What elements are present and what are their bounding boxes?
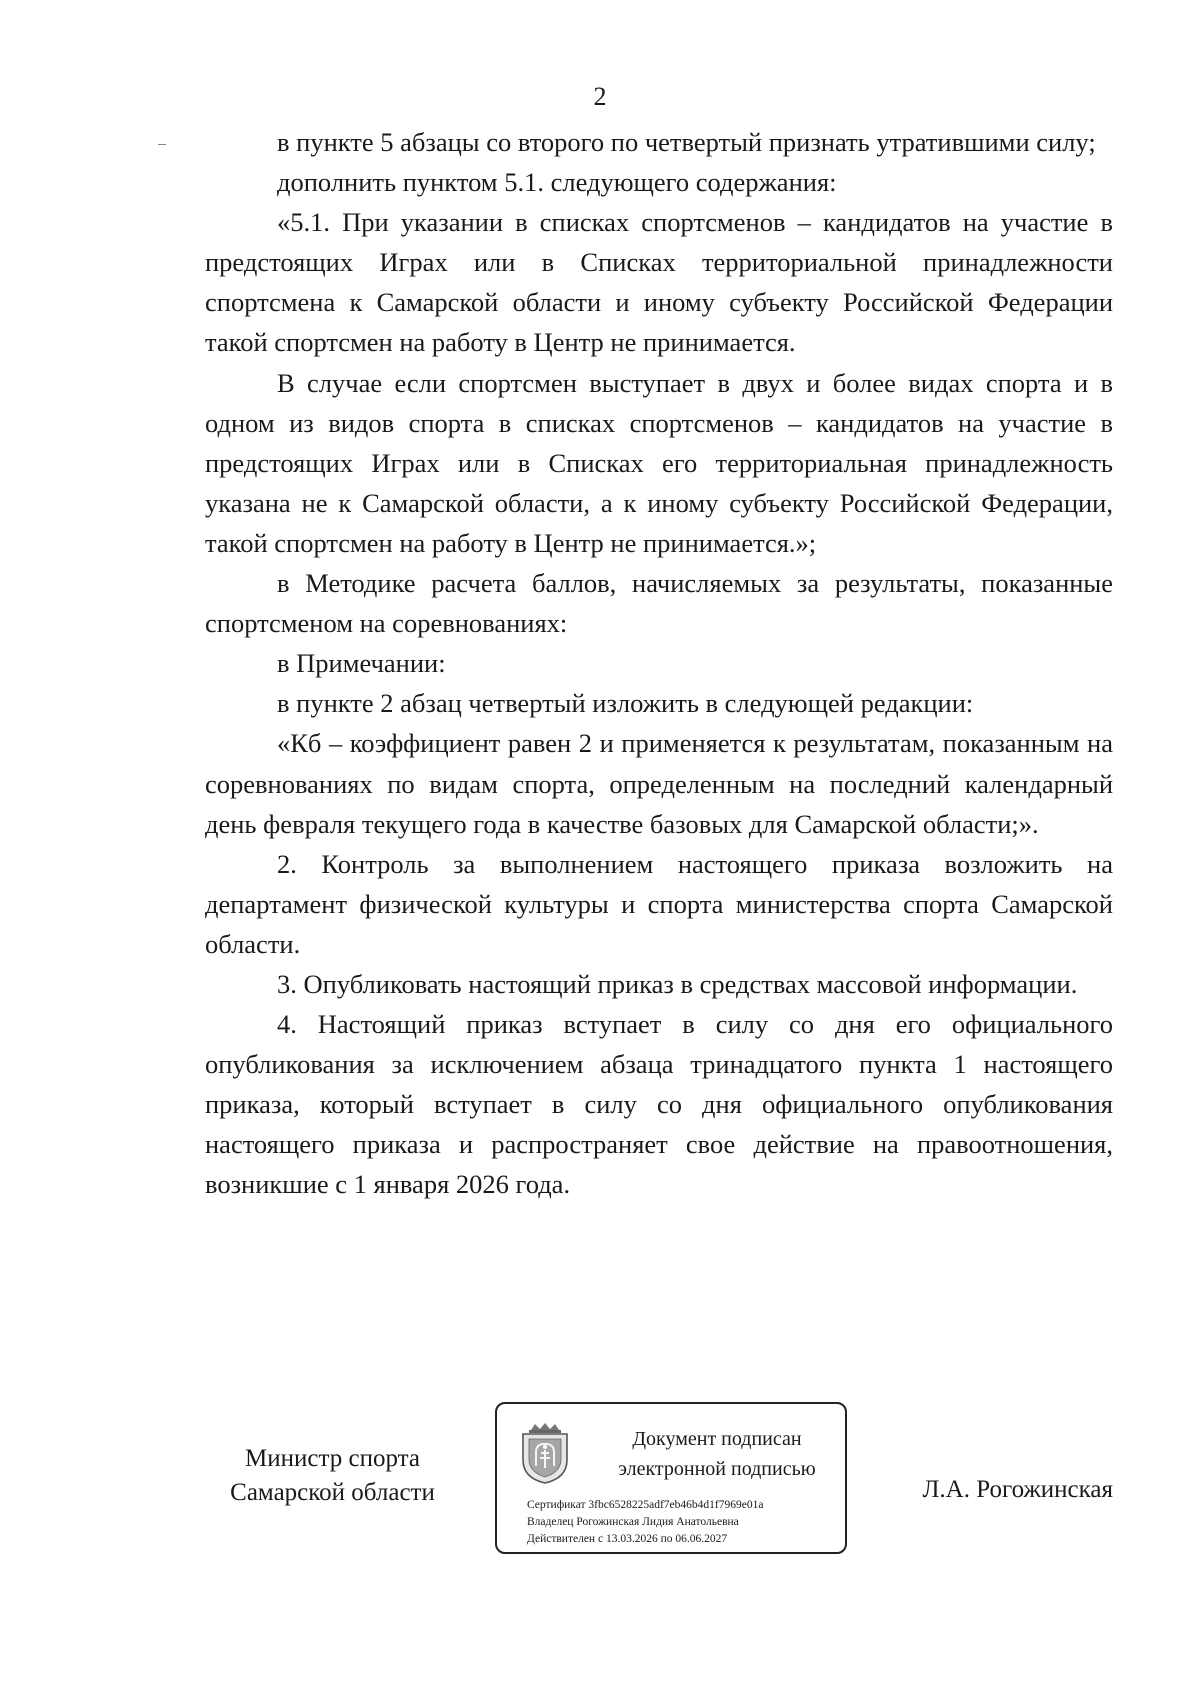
paragraph: в Методике расчета баллов, начисляемых за результаты, показанные спортсменом на соревнованиях:: [205, 568, 1113, 639]
page-number: 2: [593, 82, 607, 111]
electronic-signature-stamp: [495, 1402, 847, 1554]
signer-name: Л.А. Рогожинская: [922, 1476, 1113, 1503]
margin-mark: [158, 144, 166, 145]
paragraph: «Кб – коэффициент равен 2 и применяется к результатам, показанным на соревнованиях по видам спорта, определенным на последний календарный день февраля текущего года в качестве базовых для Самарской области;».: [205, 728, 1113, 839]
paragraph: В случае если спортсмен выступает в двух и более видах спорта и в одном из видов спорта в списках спортсменов – кандидатов на участие в предстоящих Играх или в Списках его территориальная принадлежность указана не к Самарской области, а к иному субъекту Российской Федерации, такой спортсмен на работу в Центр не принимается.»;: [205, 367, 1113, 558]
signer-title-line: Министр спорта: [245, 1445, 420, 1472]
paragraph: «5.1. При указании в списках спортсменов – кандидатов на участие в предстоящих Играх или в Списках территориальной принадлежности спортсмена к Самарской области и иному субъекту Российской Федерации такой спортсмен на работу в Центр не принимается.: [205, 207, 1113, 358]
document-body: [205, 122, 1113, 1205]
coat-of-arms-icon: [521, 1422, 569, 1484]
stamp-details: [527, 1497, 763, 1548]
paragraph: в Примечании:: [277, 648, 446, 679]
stamp-certificate: Сертификат 3fbc6528225adf7eb46b4d1f7969e01a: [527, 1499, 764, 1511]
stamp-title-line: Документ подписан: [632, 1428, 802, 1450]
paragraph: дополнить пунктом 5.1. следующего содержания:: [277, 167, 837, 198]
stamp-validity: Действителен с 13.03.2026 по 06.06.2027: [527, 1533, 728, 1545]
stamp-title: [597, 1424, 837, 1484]
paragraph: в пункте 5 абзацы со второго по четвертый признать утратившими силу;: [277, 127, 1096, 157]
stamp-owner: Владелец Рогожинская Лидия Анатольевна: [527, 1516, 739, 1528]
signer-title: [205, 1442, 460, 1510]
stamp-title-line: электронной подписью: [618, 1458, 816, 1480]
signature-block: [205, 1402, 1113, 1562]
paragraph: в пункте 2 абзац четвертый изложить в следующей редакции:: [277, 688, 974, 719]
paragraph: 2. Контроль за выполнением настоящего приказа возложить на департамент физической культуры и спорта министерства спорта Самарской области.: [205, 848, 1113, 959]
signer-title-line: Самарской области: [230, 1479, 435, 1506]
paragraph: 4. Настоящий приказ вступает в силу со дня его официального опубликования за исключением абзаца тринадцатого пункта 1 настоящего приказа, который вступает в силу со дня официального опубликования настоящего приказа и распространяет свое действие на правоотношения, возникшие с 1 января 2026 года.: [205, 1009, 1113, 1200]
paragraph: 3. Опубликовать настоящий приказ в средствах массовой информации.: [277, 968, 1078, 999]
